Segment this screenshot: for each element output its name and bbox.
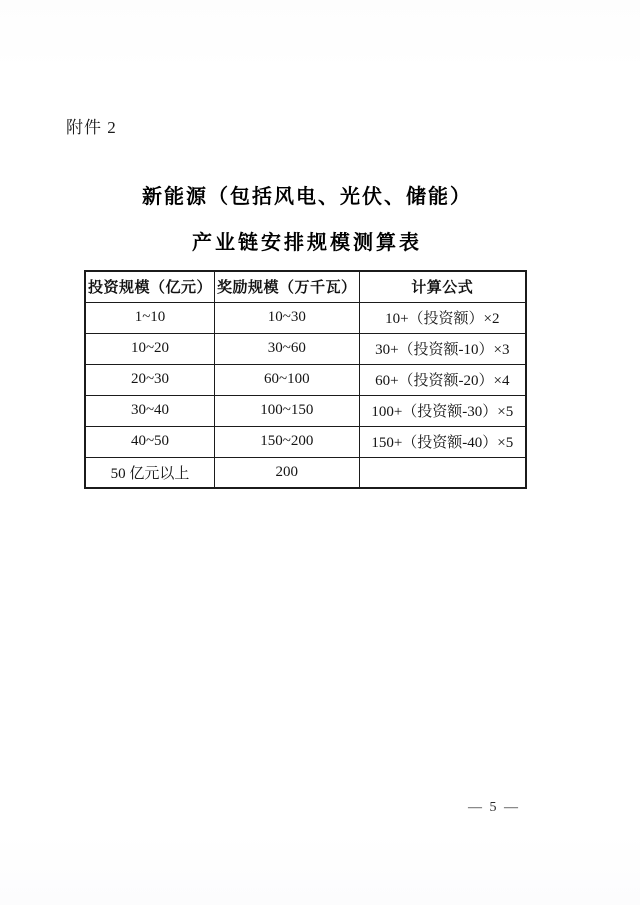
cell-formula: 60+（投资额-20）×4 bbox=[359, 364, 526, 395]
cell-reward: 30~60 bbox=[215, 333, 360, 364]
cell-investment: 20~30 bbox=[85, 364, 215, 395]
cell-reward: 60~100 bbox=[215, 364, 360, 395]
cell-formula: 30+（投资额-10）×3 bbox=[359, 333, 526, 364]
table-row bbox=[85, 457, 526, 488]
cell-investment: 10~20 bbox=[85, 333, 215, 364]
cell-reward: 10~30 bbox=[215, 302, 360, 333]
header-reward-scale: 奖励规模（万千瓦） bbox=[215, 271, 360, 302]
header-formula: 计算公式 bbox=[359, 271, 526, 302]
table-row bbox=[85, 426, 526, 457]
document-title bbox=[0, 180, 614, 255]
cell-investment: 40~50 bbox=[85, 426, 215, 457]
cell-reward: 100~150 bbox=[215, 395, 360, 426]
cell-formula bbox=[359, 457, 526, 488]
cell-reward: 150~200 bbox=[215, 426, 360, 457]
cell-formula: 100+（投资额-30）×5 bbox=[359, 395, 526, 426]
cell-investment: 30~40 bbox=[85, 395, 215, 426]
table-row bbox=[85, 395, 526, 426]
cell-investment: 50 亿元以上 bbox=[85, 457, 215, 488]
cell-formula: 150+（投资额-40）×5 bbox=[359, 426, 526, 457]
table-row bbox=[85, 333, 526, 364]
cell-formula: 10+（投资额）×2 bbox=[359, 302, 526, 333]
page-number: — 5 — bbox=[468, 800, 520, 815]
cell-reward: 200 bbox=[215, 457, 360, 488]
table-header-row bbox=[85, 271, 526, 302]
attachment-label: 附件 2 bbox=[66, 118, 117, 137]
table-row bbox=[85, 302, 526, 333]
table-row bbox=[85, 364, 526, 395]
header-investment-scale: 投资规模（亿元） bbox=[85, 271, 215, 302]
document-title-line2: 产业链安排规模测算表 bbox=[192, 232, 422, 254]
cell-investment: 1~10 bbox=[85, 302, 215, 333]
document-title-line1: 新能源（包括风电、光伏、储能） bbox=[142, 186, 472, 208]
calculation-table bbox=[84, 270, 527, 489]
